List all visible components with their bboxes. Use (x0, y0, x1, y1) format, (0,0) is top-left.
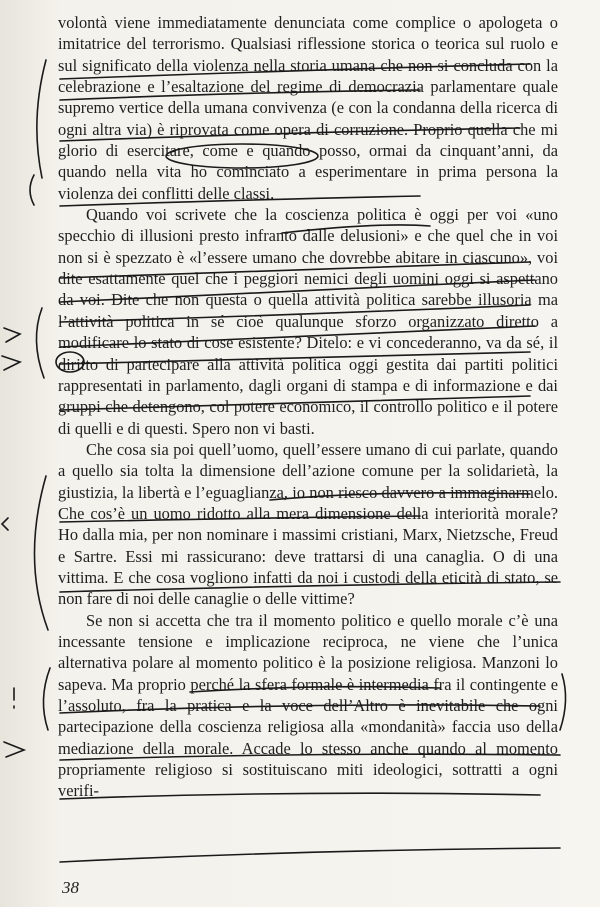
circled-phrase (166, 144, 318, 168)
paragraph-4: Se non si accetta che tra il momento politico e quello morale c’è una incessante tensione e implicazione reciproca, ne viene che l’unica alternativa polare al momento politico è la posizione religiosa. Manzoni lo sapeva. Ma proprio perché la sfera formale è intermedia fra il contingente e l’assoluto, fra la pratica e la voce dell’Altro è inevitabile che ogni partecipazione della coscienza religiosa alla «mondanità» faccia uso della mediazione della morale. Accade lo stesso anche quando al momento propriamente religioso si sostituiscano miti ideologici, sottratti a ogni verifi- (58, 610, 558, 801)
arrow-mark (4, 328, 20, 342)
arrow-mark (2, 518, 8, 530)
margin-bracket (560, 674, 566, 730)
margin-bracket (34, 476, 48, 630)
paragraph-3: Che cosa sia poi quell’uomo, quell’essere umano di cui parlate, quando a quello sia tolta la dimensione dell’azione comune per la solidarietà, la giustizia, la libertà e l’eguaglianza, io non riesco davvero a immaginarmelo. Che cos’è un uomo ridotto alla mera dimensione della interiorità morale? Ho dalla mia, per non nominare i massimi cristiani, Marx, Nietzsche, Freud e Sartre. Essi mi rassicurano: deve trattarsi di una canaglia. O di una vittima. E che cosa vogliono infatti da noi i custodi della eticità di stato, se non fare di noi delle canaglie o delle vittime? (58, 439, 558, 609)
arrow-mark (4, 742, 24, 757)
paragraph-1: volontà viene immediatamente denunciata come complice o apologeta o imitatrice del terrorismo. Qualsiasi riflessione storica o teorica sul ruolo e sul significato della violenza nella storia umana che non si concluda con la celebrazione e l’esaltazione del regime di democrazia parlamentare quale supremo vertice della umana convivenza (e con la condanna della ricerca di ogni altra via) è riprovata come opera di corruzione. Proprio quella che mi glorio di esercitare, come e quando posso, ormai da cinquant’anni, da quando nella vita ho cominciato a esperimentare in prima persona la violenza dei conflitti delle classi. (58, 13, 558, 203)
paragraph-2: Quando voi scrivete che la coscienza politica è oggi per voi «uno specchio di illusioni presto infranto dalle delusioni» e che quel che in voi non si è spezzato è «l’essere umano che dovrebbe abitare in ciascuno», voi dite esattamente quel che i peggiori nemici degli uomini oggi si aspettano da voi. Dite che non questa o quella attività politica sarebbe illusoria ma l’attività politica in sé cioè qualunque sforzo organizzato diretto a modificare lo stato di cose esistente? Ditelo: e vi concederanno, va da sé, il diritto di partecipare alla attività politica oggi gestita dai partiti politici rappresentati in parlamento, dagli organi di stampa e di informazione e dai gruppi che detengono, col potere economico, il controllo politico e il potere di quelli e di questi. Spero non vi basti. (58, 205, 558, 438)
margin-bracket (36, 308, 44, 378)
page-number: 38 (62, 878, 79, 897)
margin-bracket (30, 175, 34, 205)
circled-word (56, 352, 84, 372)
arrow-mark (2, 356, 20, 370)
margin-bracket (43, 668, 50, 730)
margin-bracket (37, 60, 46, 178)
